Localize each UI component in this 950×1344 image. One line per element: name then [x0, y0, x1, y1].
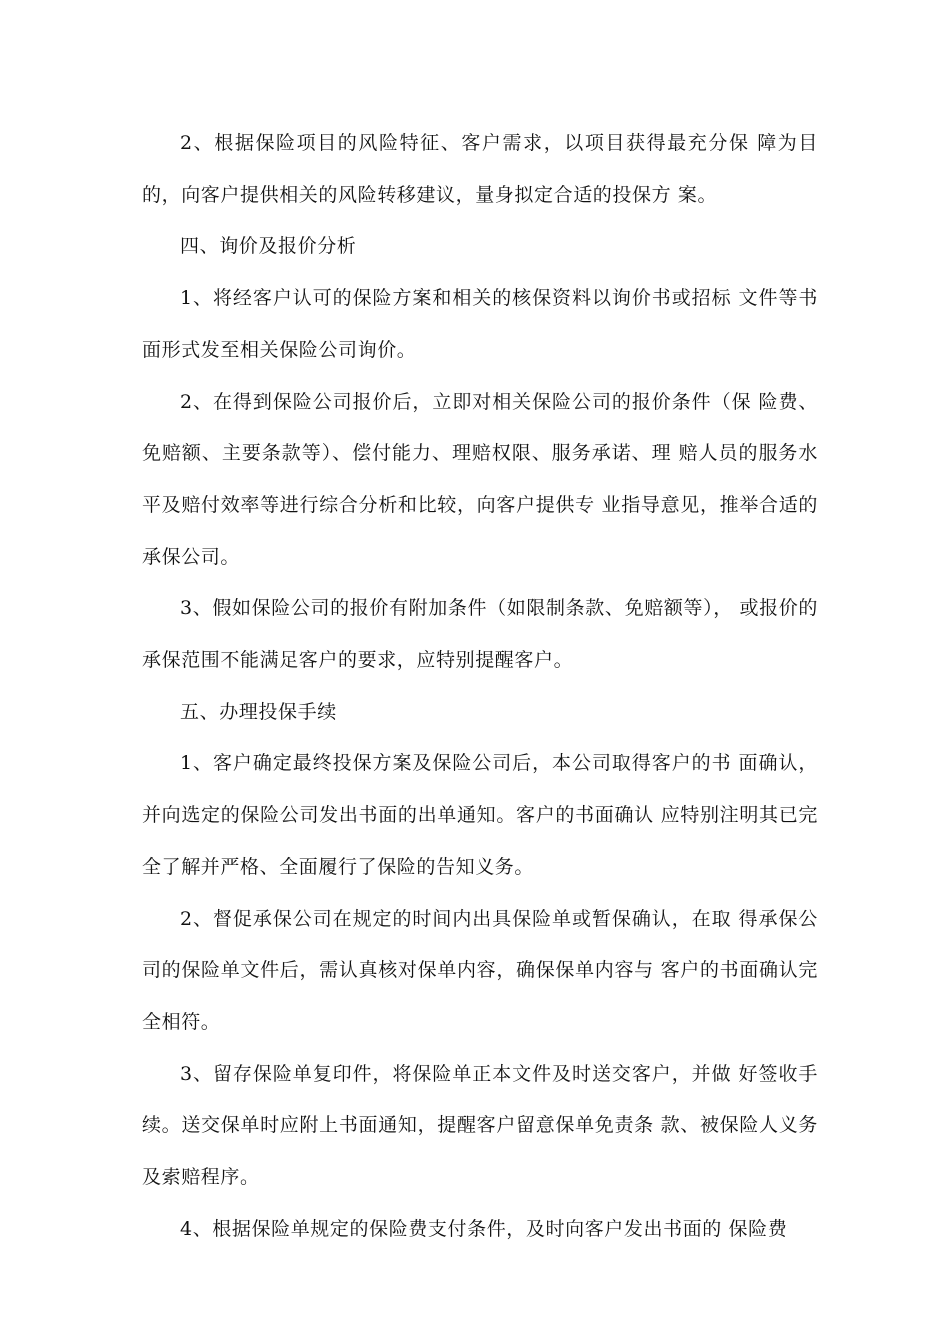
paragraph-item: 2、督促承保公司在规定的时间内出具保险单或暂保确认，在取 得承保公司的保险单文件后，需认真核对保单内容，确保保单内容与 客户的书面确认完全相符。: [142, 907, 818, 1033]
paragraph-item: 3、留存保险单复印件，将保险单正本文件及时送交客户，并做 好签收手续。送交保单时应附上书面通知，提醒客户留意保单免责条 款、被保险人义务及索赔程序。: [142, 1062, 818, 1189]
paragraph-item: 2、根据保险项目的风险特征、客户需求，以项目获得最充分保 障为目的，向客户提供相关的风险转移建议，量身拟定合适的投保方 案。: [142, 132, 818, 206]
paragraph-item: 4、根据保险单规定的保险费支付条件，及时向客户发出书面的 保险费: [180, 1217, 788, 1240]
section-heading: 五、办理投保手续: [180, 700, 337, 723]
section-heading: 四、询价及报价分析: [180, 235, 357, 258]
document-body: [142, 118, 818, 1255]
paragraph-item: 2、在得到保险公司报价后，立即对相关保险公司的报价条件（保 险费、免赔额、主要条款等）、偿付能力、理赔权限、服务承诺、理 赔人员的服务水平及赔付效率等进行综合分析和比较，向客户提供专 业指导意见，推举合适的承保公司。: [142, 390, 818, 568]
paragraph-item: 1、客户确定最终投保方案及保险公司后，本公司取得客户的书 面确认，并向选定的保险公司发出书面的出单通知。客户的书面确认 应特别注明其已完全了解并严格、全面履行了保险的告知义务。: [142, 752, 818, 878]
paragraph-item: 1、将经客户认可的保险方案和相关的核保资料以询价书或招标 文件等书面形式发至相关保险公司询价。: [142, 287, 818, 361]
paragraph-item: 3、假如保险公司的报价有附加条件（如限制条款、免赔额等）， 或报价的承保范围不能满足客户的要求，应特别提醒客户。: [142, 597, 818, 672]
